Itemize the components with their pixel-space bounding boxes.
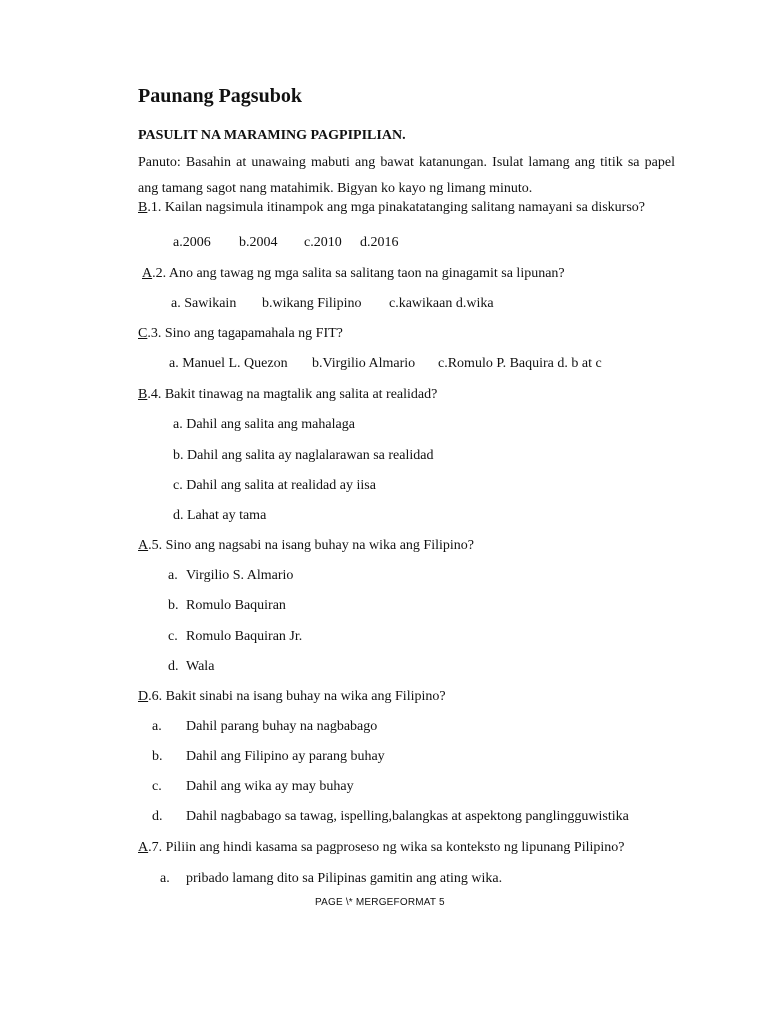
option-c: c.2010 xyxy=(304,235,342,250)
option-d: d.2016 xyxy=(360,235,399,250)
option-a xyxy=(168,568,293,584)
option-a: a. Sawikain xyxy=(171,296,237,311)
option-text: Romulo Baquiran xyxy=(186,598,286,613)
option-b: b.Virgilio Almario xyxy=(312,356,416,371)
option-label: a. xyxy=(160,871,170,886)
option-text: Romulo Baquiran Jr. xyxy=(186,629,303,644)
page-footer: PAGE \* MERGEFORMAT 5 xyxy=(315,897,445,908)
question-2 xyxy=(142,266,565,282)
question-5 xyxy=(138,538,474,554)
option-b: b.wikang Filipino xyxy=(262,296,362,311)
question-text: .6. Bakit sinabi na isang buhay na wika ang Filipino? xyxy=(148,689,446,704)
option-c: c.kawikaan d.wika xyxy=(389,296,494,311)
option-b xyxy=(168,598,286,614)
option-label: a. xyxy=(168,568,178,583)
answer-letter: A xyxy=(142,266,153,281)
option-text: Dahil parang buhay na nagbabago xyxy=(186,719,378,734)
question-1 xyxy=(138,200,645,216)
option-b: b. Dahil ang salita ay naglalarawan sa realidad xyxy=(173,448,434,463)
answer-letter: D xyxy=(138,689,149,704)
option-c: c.Romulo P. Baquira d. b at c xyxy=(438,356,602,371)
option-text: Wala xyxy=(186,659,215,674)
option-a xyxy=(160,871,502,887)
option-label: b. xyxy=(168,598,179,613)
answer-letter: A xyxy=(138,538,149,553)
option-label: d. xyxy=(152,809,163,824)
option-d: d. Lahat ay tama xyxy=(173,508,267,523)
option-text: Dahil ang wika ay may buhay xyxy=(186,779,354,794)
option-a: a. Dahil ang salita ang mahalaga xyxy=(173,417,355,432)
section-heading: PASULIT NA MARAMING PAGPIPILIAN. xyxy=(138,128,406,143)
option-a: a. Manuel L. Quezon xyxy=(169,356,288,371)
option-a: a.2006 xyxy=(173,235,211,250)
option-text: Virgilio S. Almario xyxy=(186,568,294,583)
option-d xyxy=(168,659,214,675)
instructions: Panuto: Basahin at unawaing mabuti ang bawat katanungan. Isulat lamang ang titik sa papel ang tamang sagot nang matahimik. Bigyan ko kayo ng limang minuto. xyxy=(138,155,675,196)
question-text: .1. Kailan nagsimula itinampok ang mga pinakatatanging salitang namayani sa diskurso? xyxy=(147,200,645,215)
answer-letter: A xyxy=(138,840,149,855)
option-c xyxy=(152,779,354,795)
option-a xyxy=(152,719,377,735)
option-b xyxy=(152,749,385,765)
question-text: .7. Piliin ang hindi kasama sa pagproseso ng wika sa konteksto ng lipunang Pilipino? xyxy=(148,840,625,855)
question-text: .4. Bakit tinawag na magtalik ang salita at realidad? xyxy=(147,387,438,402)
answer-letter: B xyxy=(138,200,148,215)
question-text: .5. Sino ang nagsabi na isang buhay na wika ang Filipino? xyxy=(148,538,474,553)
option-b: b.2004 xyxy=(239,235,278,250)
option-text: pribado lamang dito sa Pilipinas gamitin ang ating wika. xyxy=(186,871,503,886)
question-text: .3. Sino ang tagapamahala ng FIT? xyxy=(147,326,343,341)
answer-letter: B xyxy=(138,387,148,402)
option-label: c. xyxy=(168,629,178,644)
question-6 xyxy=(138,689,446,705)
page-title: Paunang Pagsubok xyxy=(138,85,302,107)
option-c xyxy=(168,629,302,645)
option-label: a. xyxy=(152,719,162,734)
question-4 xyxy=(138,387,437,403)
option-d xyxy=(152,809,629,825)
option-label: b. xyxy=(152,749,163,764)
option-text: Dahil ang Filipino ay parang buhay xyxy=(186,749,385,764)
question-text: .2. Ano ang tawag ng mga salita sa salitang taon na ginagamit sa lipunan? xyxy=(152,266,565,281)
option-label: c. xyxy=(152,779,162,794)
option-text: Dahil nagbabago sa tawag, ispelling,balangkas at aspektong panglingguwistika xyxy=(186,809,629,824)
answer-letter: C xyxy=(138,326,148,341)
question-7 xyxy=(138,840,624,856)
question-3 xyxy=(138,326,343,342)
option-c: c. Dahil ang salita at realidad ay iisa xyxy=(173,478,376,493)
option-label: d. xyxy=(168,659,179,674)
